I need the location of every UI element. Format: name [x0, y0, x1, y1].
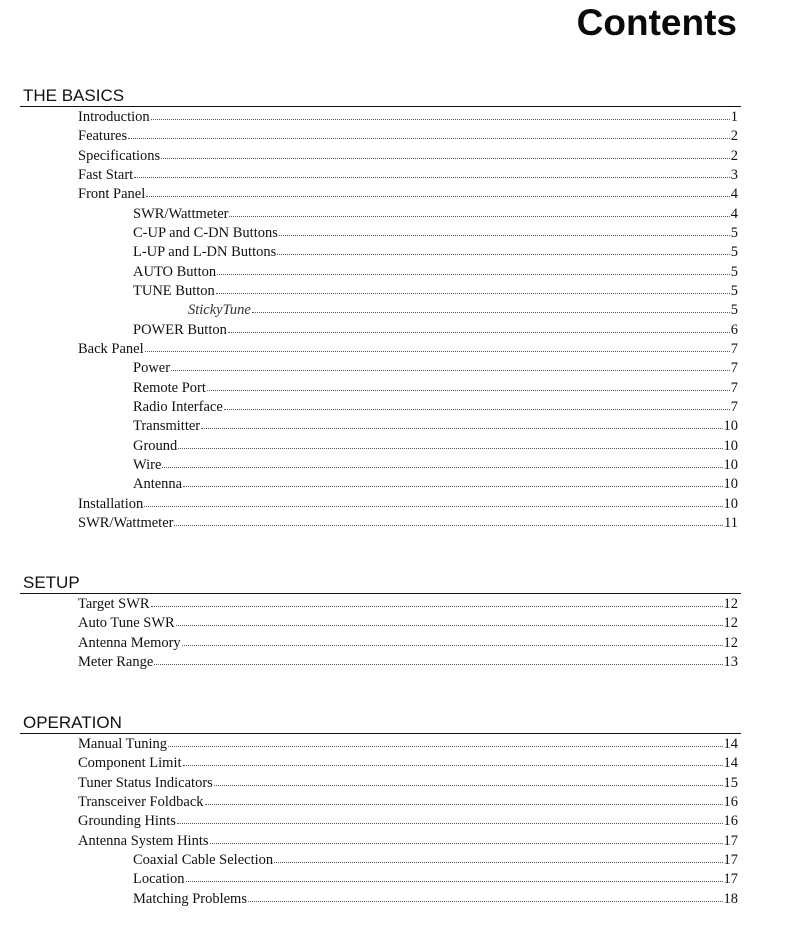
dot-leader [224, 408, 730, 410]
toc-entry-label: TUNE Button [133, 282, 215, 299]
toc-entry-label: Auto Tune SWR [78, 615, 175, 632]
toc-entry-page-number: 17 [723, 871, 738, 888]
toc-entry-label: Antenna Memory [78, 634, 181, 651]
section-heading: THE BASICS [23, 86, 125, 105]
toc-entry[interactable] [20, 735, 741, 754]
dot-leader [178, 447, 722, 449]
dot-leader [214, 784, 723, 786]
dot-leader [174, 524, 723, 526]
dot-leader [151, 118, 730, 120]
dot-leader [144, 505, 722, 507]
section-heading: SETUP [23, 573, 80, 592]
toc-entry-page-number: 13 [723, 653, 738, 670]
toc-entry-page-number: 5 [730, 244, 738, 261]
toc-entry-page-number: 17 [723, 832, 738, 849]
dot-leader [277, 253, 730, 255]
toc-entry-label: Transceiver Foldback [78, 793, 204, 810]
toc-entry-page-number: 5 [730, 263, 738, 280]
toc-entry-page-number: 10 [723, 476, 738, 493]
toc-entry-page-number: 7 [730, 340, 738, 357]
toc-entry-page-number: 5 [730, 302, 738, 319]
toc-entry-label: Back Panel [78, 340, 144, 357]
toc-entry-label: Tuner Status Indicators [78, 774, 213, 791]
toc-entry-page-number: 10 [723, 456, 738, 473]
toc-entry-page-number: 2 [730, 147, 738, 164]
toc-entry[interactable] [20, 282, 741, 301]
toc-entry[interactable] [20, 340, 741, 359]
toc-entry[interactable] [20, 359, 741, 378]
toc-entry-label: Fast Start [78, 166, 134, 183]
toc-entry-list [20, 595, 741, 672]
page-title: Contents [576, 2, 737, 43]
toc-entry-label: Component Limit [78, 755, 182, 772]
toc-entry[interactable] [20, 205, 741, 224]
dot-leader [279, 234, 730, 236]
toc-entry-page-number: 2 [730, 128, 738, 145]
toc-entry-page-number: 7 [730, 360, 738, 377]
dot-leader [168, 745, 722, 747]
dot-leader [216, 292, 730, 294]
toc-entry[interactable] [20, 398, 741, 417]
toc-entry-label: Target SWR [78, 596, 150, 612]
toc-entry-label: Matching Problems [133, 890, 247, 907]
toc-entry-page-number: 7 [730, 398, 738, 415]
toc-entry-label: C-UP and C-DN Buttons [133, 224, 278, 241]
dot-leader [134, 176, 730, 178]
toc-entry-page-number: 10 [723, 437, 738, 454]
dot-leader [210, 842, 723, 844]
dot-leader [177, 822, 723, 824]
dot-leader [128, 137, 730, 139]
toc-entry-page-number: 12 [723, 615, 738, 632]
toc-entry-page-number: 14 [723, 736, 738, 752]
toc-entry[interactable] [20, 495, 741, 514]
dot-leader [176, 624, 723, 626]
toc-entry[interactable] [20, 263, 741, 282]
toc-entry[interactable] [20, 851, 741, 870]
toc-entry-label: L-UP and L-DN Buttons [133, 244, 277, 261]
toc-entry-label: Manual Tuning [78, 736, 168, 752]
toc-entry-label: Antenna System Hints [78, 832, 209, 849]
section-setup [20, 573, 741, 672]
toc-entry[interactable] [20, 812, 741, 831]
toc-entry[interactable] [20, 417, 741, 436]
toc-entry-label: Transmitter [133, 418, 201, 435]
toc-entry-list [20, 735, 741, 909]
dot-leader [154, 663, 722, 665]
toc-entry[interactable] [20, 793, 741, 812]
toc-entry-list [20, 108, 741, 533]
toc-entry-page-number: 5 [730, 224, 738, 241]
toc-entry[interactable] [20, 147, 741, 166]
dot-leader [186, 880, 723, 882]
toc-entry-page-number: 17 [723, 851, 738, 868]
dot-leader [252, 311, 730, 313]
toc-entry-page-number: 18 [723, 890, 738, 907]
dot-leader [171, 369, 730, 371]
toc-entry-page-number: 7 [730, 379, 738, 396]
toc-entry[interactable] [20, 754, 741, 773]
toc-entry[interactable] [20, 437, 741, 456]
toc-entry-label: Front Panel [78, 186, 146, 203]
dot-leader [161, 157, 730, 159]
toc-entry-page-number: 16 [723, 793, 738, 810]
section-divider [20, 733, 741, 734]
toc-entry-page-number: 15 [723, 774, 738, 791]
toc-entry[interactable] [20, 614, 741, 633]
section-operation [20, 713, 741, 909]
dot-leader [217, 273, 730, 275]
toc-entry-page-number: 12 [723, 634, 738, 651]
toc-entry[interactable] [20, 108, 741, 127]
toc-entry[interactable] [20, 243, 741, 262]
toc-entry-page-number: 1 [730, 109, 738, 125]
toc-entry-label: StickyTune [188, 302, 251, 319]
section-divider [20, 593, 741, 594]
toc-entry-label: Ground [133, 437, 178, 454]
dot-leader [162, 466, 722, 468]
toc-entry-page-number: 4 [730, 205, 738, 222]
dot-leader [151, 605, 723, 607]
dot-leader [183, 764, 723, 766]
toc-entry[interactable] [20, 653, 741, 672]
toc-entry[interactable] [20, 595, 741, 614]
toc-entry-page-number: 5 [730, 282, 738, 299]
toc-entry[interactable] [20, 185, 741, 204]
toc-entry-label: Radio Interface [133, 398, 223, 415]
toc-entry-label: Antenna [133, 476, 183, 493]
toc-entry[interactable] [20, 127, 741, 146]
dot-leader [146, 195, 729, 197]
toc-entry[interactable] [20, 301, 741, 320]
dot-leader [248, 900, 723, 902]
toc-entry[interactable] [20, 514, 741, 533]
toc-entry-label: Remote Port [133, 379, 206, 396]
toc-entry[interactable] [20, 634, 741, 653]
toc-entry-label: Meter Range [78, 653, 154, 670]
toc-entry[interactable] [20, 475, 741, 494]
toc-entry-label: Location [133, 871, 185, 888]
dot-leader [145, 350, 730, 352]
toc-entry[interactable] [20, 832, 741, 851]
toc-entry-page-number: 10 [723, 418, 738, 435]
toc-entry-label: SWR/Wattmeter [133, 205, 229, 222]
dot-leader [274, 861, 722, 863]
toc-entry-label: Wire [133, 456, 162, 473]
toc-entry-label: Features [78, 128, 128, 145]
toc-entry-label: AUTO Button [133, 263, 217, 280]
toc-entry[interactable] [20, 166, 741, 185]
toc-entry-label: Power [133, 360, 171, 377]
toc-entry-label: Introduction [78, 109, 150, 125]
dot-leader [228, 331, 730, 333]
toc-entry-label: POWER Button [133, 321, 227, 338]
toc-entry-page-number: 14 [723, 755, 738, 772]
toc-entry-label: SWR/Wattmeter [78, 514, 174, 531]
toc-entry-label: Specifications [78, 147, 161, 164]
toc-entry[interactable] [20, 870, 741, 889]
toc-entry[interactable] [20, 379, 741, 398]
toc-entry[interactable] [20, 456, 741, 475]
toc-entry-label: Grounding Hints [78, 813, 176, 830]
section-the-basics [20, 86, 741, 533]
toc-entry-page-number: 4 [730, 186, 738, 203]
toc-entry-page-number: 3 [730, 166, 738, 183]
dot-leader [207, 389, 730, 391]
toc-entry[interactable] [20, 321, 741, 340]
toc-entry[interactable] [20, 774, 741, 793]
dot-leader [182, 644, 723, 646]
dot-leader [205, 803, 723, 805]
dot-leader [229, 215, 729, 217]
section-divider [20, 106, 741, 107]
section-heading: OPERATION [23, 713, 122, 732]
toc-entry-page-number: 10 [723, 495, 738, 512]
toc-entry-label: Coaxial Cable Selection [133, 851, 274, 868]
toc-entry-label: Installation [78, 495, 144, 512]
toc-entry-page-number: 12 [723, 596, 738, 612]
toc-entry[interactable] [20, 890, 741, 909]
dot-leader [183, 485, 722, 487]
toc-entry-page-number: 6 [730, 321, 738, 338]
dot-leader [201, 427, 722, 429]
toc-entry-page-number: 16 [723, 813, 738, 830]
toc-entry[interactable] [20, 224, 741, 243]
toc-entry-page-number: 11 [724, 514, 738, 531]
